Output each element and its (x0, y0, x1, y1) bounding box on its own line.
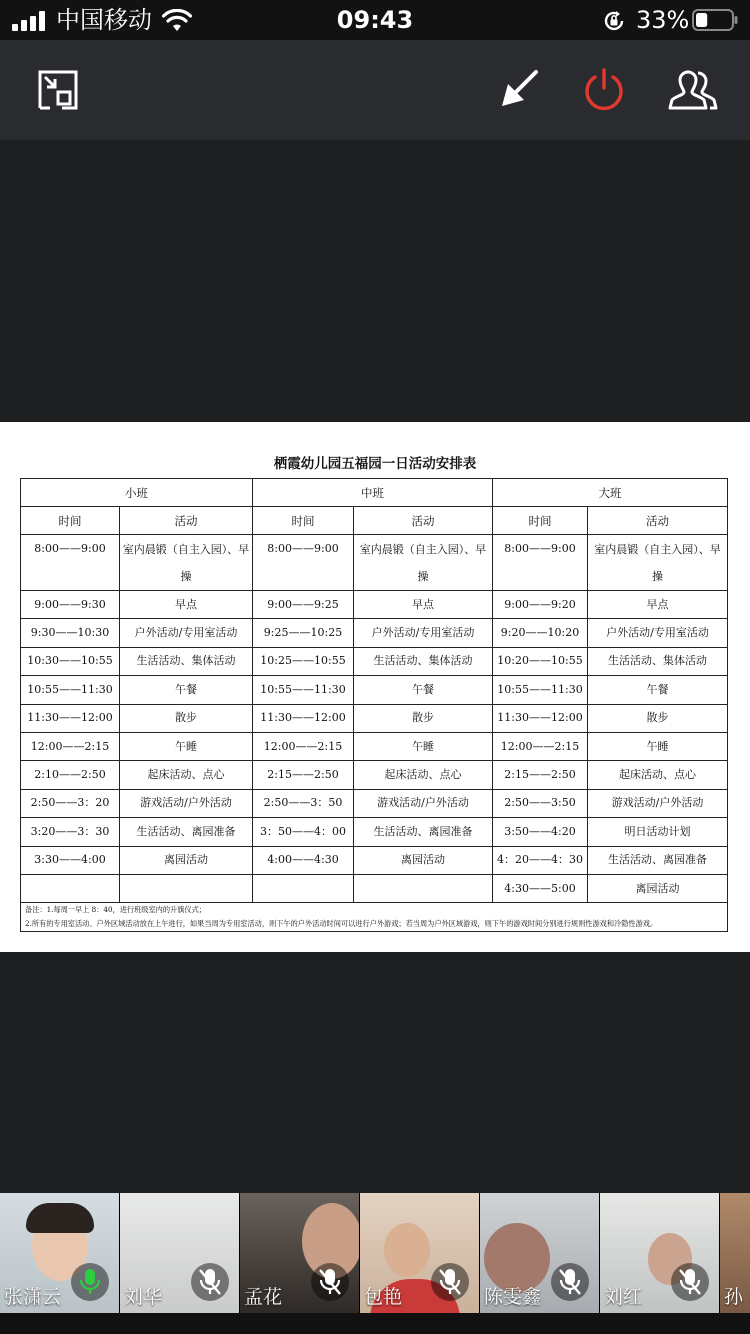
bottom-strip (0, 1313, 750, 1334)
schedule-activity-cell: 起床活动、点心 (354, 761, 493, 789)
schedule-time-cell: 2:10——2:50 (21, 761, 120, 789)
schedule-activity-cell: 午睡 (588, 732, 728, 760)
schedule-row (21, 818, 728, 846)
mic-muted-icon (191, 1263, 229, 1301)
schedule-activity-cell: 午餐 (354, 676, 493, 704)
schedule-time-cell: 2:15——2:50 (493, 761, 588, 789)
column-header-activity: 活动 (588, 507, 728, 535)
carrier-name: 中国移动 (56, 6, 152, 34)
class-header-row (21, 479, 728, 507)
battery-percent: 33% (636, 6, 690, 34)
status-bar (0, 0, 750, 40)
mic-muted-icon (431, 1263, 469, 1301)
column-header-time: 时间 (493, 507, 588, 535)
schedule-row (21, 535, 728, 591)
schedule-time-cell (253, 874, 354, 902)
schedule-time-cell: 9:20——10:20 (493, 619, 588, 647)
schedule-time-cell: 10:55——11:30 (21, 676, 120, 704)
share-arrow-icon[interactable] (496, 68, 540, 112)
schedule-time-cell: 3：50——4：00 (253, 818, 354, 846)
schedule-activity-cell: 户外活动/专用室活动 (588, 619, 728, 647)
schedule-activity-cell: 离园活动 (120, 846, 253, 874)
schedule-time-cell: 9:00——9:20 (493, 591, 588, 619)
schedule-time-cell: 9:00——9:30 (21, 591, 120, 619)
schedule-row (21, 704, 728, 732)
mic-muted-icon (311, 1263, 349, 1301)
participant-tile[interactable] (120, 1193, 239, 1313)
schedule-row (21, 789, 728, 817)
participant-name: 孟花 (244, 1286, 283, 1308)
schedule-activity-cell: 早点 (588, 591, 728, 619)
schedule-time-cell: 11:30——12:00 (493, 704, 588, 732)
schedule-activity-cell: 室内晨锻（自主入园）、早操 (120, 535, 253, 591)
participant-name: 刘红 (604, 1286, 643, 1308)
schedule-row (21, 591, 728, 619)
schedule-activity-cell (120, 874, 253, 902)
participant-tile[interactable] (360, 1193, 479, 1313)
schedule-row (21, 619, 728, 647)
power-icon[interactable] (582, 68, 626, 112)
schedule-activity-cell: 散步 (120, 704, 253, 732)
schedule-activity-cell: 生活活动、集体活动 (588, 647, 728, 675)
schedule-time-cell: 2:50——3：50 (253, 789, 354, 817)
schedule-time-cell: 9:25——10:25 (253, 619, 354, 647)
participant-name: 张潇云 (4, 1286, 62, 1308)
schedule-activity-cell: 生活活动、集体活动 (354, 647, 493, 675)
battery-fill (696, 13, 707, 27)
schedule-time-cell: 4:00——4:30 (253, 846, 354, 874)
schedule-activity-cell: 明日活动计划 (588, 818, 728, 846)
shared-screen-document[interactable] (0, 422, 750, 952)
participant-tile[interactable] (240, 1193, 359, 1313)
schedule-activity-cell: 午睡 (354, 732, 493, 760)
schedule-row (21, 676, 728, 704)
schedule-time-cell: 10:30——10:55 (21, 647, 120, 675)
participant-tile[interactable] (480, 1193, 599, 1313)
signal-strength-icon (12, 11, 48, 31)
schedule-time-cell: 3:20——3：30 (21, 818, 120, 846)
schedule-activity-cell: 午睡 (120, 732, 253, 760)
schedule-row (21, 846, 728, 874)
schedule-time-cell: 11:30——12:00 (21, 704, 120, 732)
battery-icon (692, 9, 738, 31)
schedule-activity-cell: 离园活动 (354, 846, 493, 874)
schedule-row (21, 874, 728, 902)
mic-muted-icon (551, 1263, 589, 1301)
schedule-time-cell: 3:30——4:00 (21, 846, 120, 874)
schedule-activity-cell: 散步 (354, 704, 493, 732)
note-line-2: 2.所有的专用室活动、户外区域活动放在上午进行，如果当周为专用室活动，则下午的户外活动时间可以进行户外游戏；若当周为户外区域游戏，则下午的游戏时间分别进行规则性游戏和冷隐性游戏。 (25, 919, 658, 929)
schedule-activity-cell: 起床活动、点心 (120, 761, 253, 789)
notes-row (21, 903, 728, 932)
schedule-time-cell: 10:25——10:55 (253, 647, 354, 675)
participant-hair (26, 1203, 94, 1233)
schedule-time-cell (21, 874, 120, 902)
schedule-table (20, 478, 728, 932)
schedule-activity-cell (354, 874, 493, 902)
participant-name: 孙 (724, 1286, 744, 1308)
mic-muted-icon (671, 1263, 709, 1301)
schedule-time-cell: 4：20——4：30 (493, 846, 588, 874)
participant-name: 陈雯鑫 (484, 1286, 542, 1308)
schedule-time-cell: 2:50——3:50 (493, 789, 588, 817)
mic-on-icon (71, 1263, 109, 1301)
schedule-activity-cell: 游戏活动/户外活动 (120, 789, 253, 817)
schedule-time-cell: 11:30——12:00 (253, 704, 354, 732)
schedule-activity-cell: 离园活动 (588, 874, 728, 902)
schedule-activity-cell: 生活活动、离园准备 (354, 818, 493, 846)
participant-name: 包艳 (364, 1286, 403, 1308)
schedule-time-cell: 4:30——5:00 (493, 874, 588, 902)
schedule-time-cell: 12:00——2:15 (493, 732, 588, 760)
schedule-time-cell: 12:00——2:15 (21, 732, 120, 760)
participant-name: 刘华 (124, 1286, 163, 1308)
schedule-activity-cell: 早点 (354, 591, 493, 619)
schedule-time-cell: 8:00——9:00 (21, 535, 120, 591)
column-header-time: 时间 (253, 507, 354, 535)
column-header-activity: 活动 (354, 507, 493, 535)
participant-tile[interactable] (720, 1193, 750, 1313)
schedule-activity-cell: 生活活动、离园准备 (588, 846, 728, 874)
column-header-row (21, 507, 728, 535)
schedule-time-cell: 12:00——2:15 (253, 732, 354, 760)
schedule-row (21, 732, 728, 760)
members-icon[interactable] (668, 68, 720, 112)
schedule-row (21, 761, 728, 789)
column-header-time: 时间 (21, 507, 120, 535)
schedule-activity-cell: 生活活动、集体活动 (120, 647, 253, 675)
meeting-toolbar (0, 40, 750, 140)
schedule-activity-cell: 户外活动/专用室活动 (354, 619, 493, 647)
participant-tile[interactable] (600, 1193, 719, 1313)
participant-tile[interactable] (0, 1193, 119, 1313)
schedule-time-cell: 9:00——9:25 (253, 591, 354, 619)
schedule-activity-cell: 室内晨锻（自主入园）、早操 (354, 535, 493, 591)
participant-video (384, 1223, 430, 1277)
schedule-time-cell: 10:55——11:30 (253, 676, 354, 704)
schedule-time-cell: 9:30——10:30 (21, 619, 120, 647)
schedule-time-cell: 2:50——3：20 (21, 789, 120, 817)
schedule-time-cell: 8:00——9:00 (253, 535, 354, 591)
class-header-small: 小班 (21, 479, 253, 507)
schedule-activity-cell: 散步 (588, 704, 728, 732)
note-line-1: 备注：1.每周一早上 8：40，进行班级室内的升旗仪式； (25, 905, 206, 915)
schedule-time-cell: 8:00——9:00 (493, 535, 588, 591)
schedule-activity-cell: 午餐 (588, 676, 728, 704)
schedule-time-cell: 2:15——2:50 (253, 761, 354, 789)
schedule-notes (21, 903, 728, 932)
participant-strip (0, 1193, 750, 1313)
class-header-middle: 中班 (253, 479, 493, 507)
schedule-activity-cell: 早点 (120, 591, 253, 619)
schedule-row (21, 647, 728, 675)
status-time: 09:43 (336, 6, 414, 34)
schedule-activity-cell: 午餐 (120, 676, 253, 704)
schedule-activity-cell: 起床活动、点心 (588, 761, 728, 789)
schedule-activity-cell: 室内晨锻（自主入园）、早操 (588, 535, 728, 591)
wifi-icon (162, 9, 192, 33)
column-header-activity: 活动 (120, 507, 253, 535)
minimize-icon[interactable] (36, 68, 80, 112)
schedule-time-cell: 3:50——4:20 (493, 818, 588, 846)
schedule-time-cell: 10:20——10:55 (493, 647, 588, 675)
schedule-activity-cell: 游戏活动/户外活动 (354, 789, 493, 817)
rotation-lock-icon (602, 9, 626, 33)
schedule-time-cell: 10:55——11:30 (493, 676, 588, 704)
document-title: 栖霞幼儿园五福园一日活动安排表 (273, 456, 477, 472)
class-header-large: 大班 (493, 479, 728, 507)
schedule-activity-cell: 户外活动/专用室活动 (120, 619, 253, 647)
schedule-activity-cell: 游戏活动/户外活动 (588, 789, 728, 817)
schedule-activity-cell: 生活活动、离园准备 (120, 818, 253, 846)
